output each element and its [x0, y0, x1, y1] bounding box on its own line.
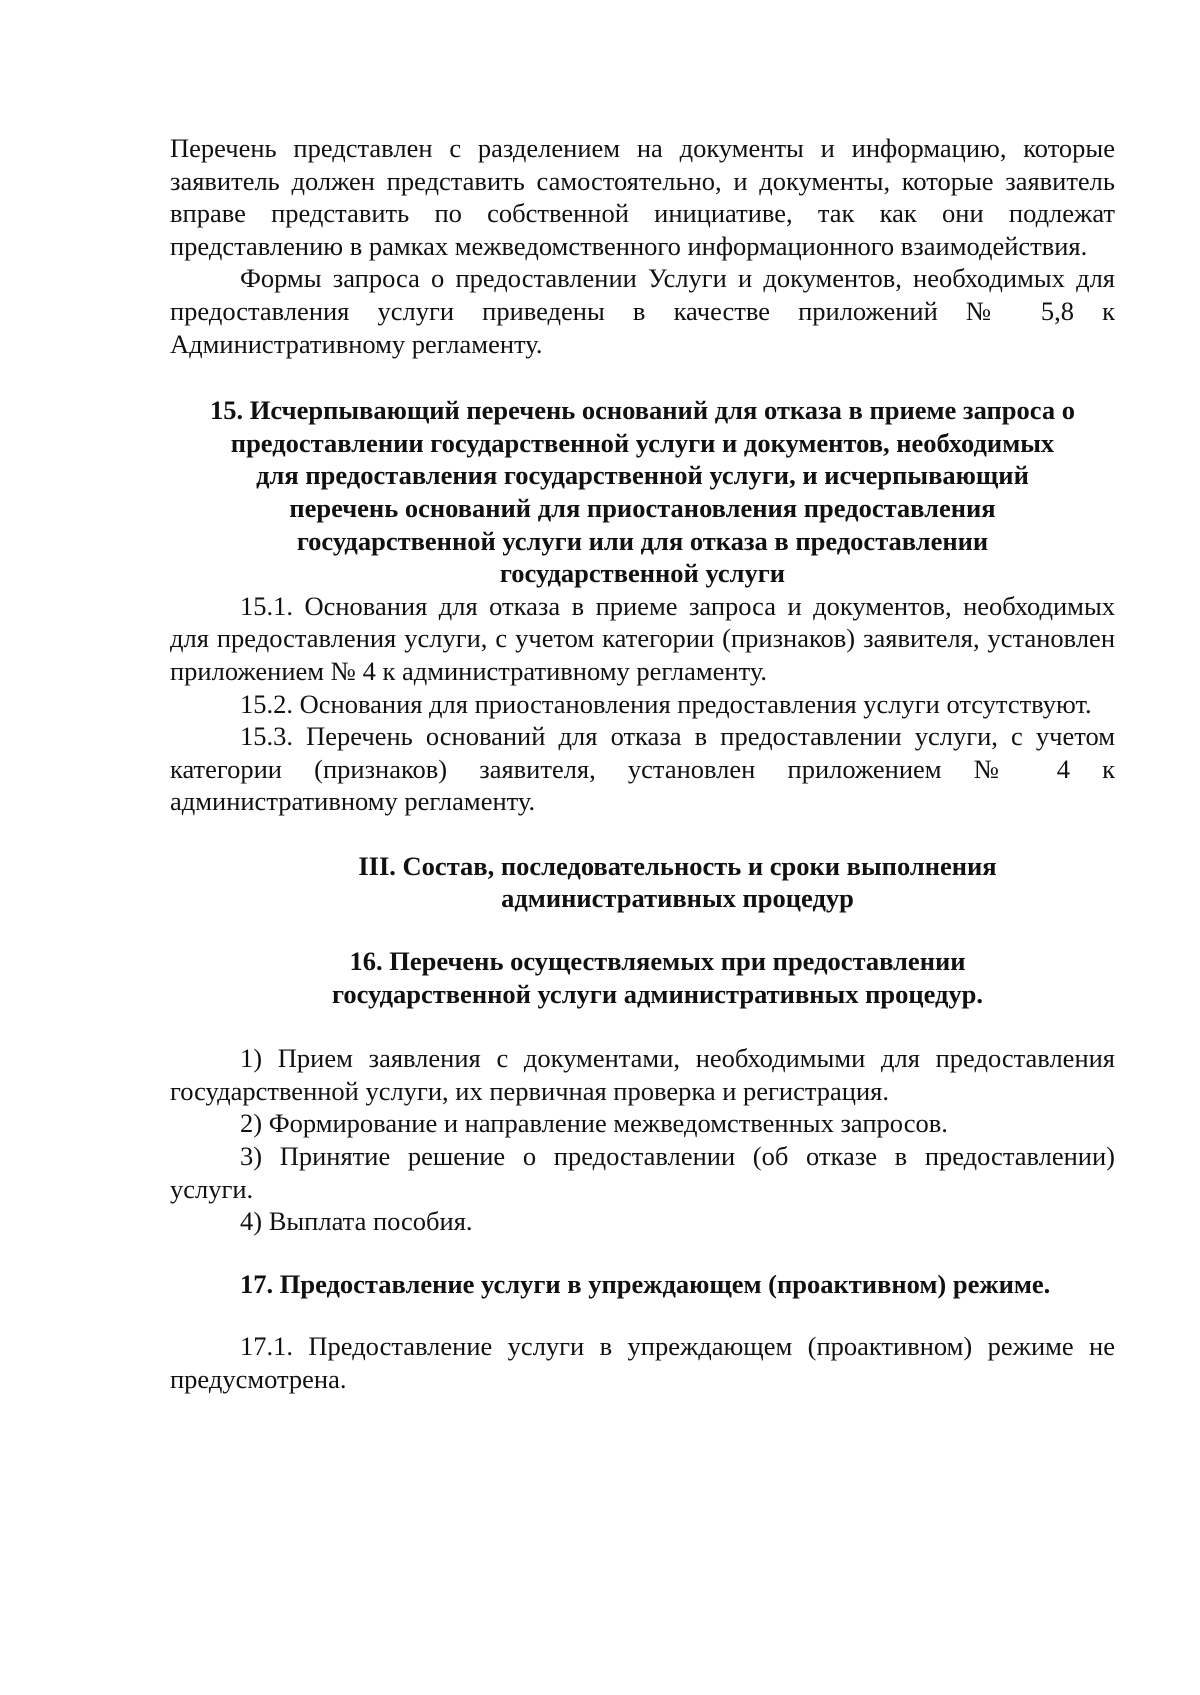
intro-paragraph-1: Перечень представлен с разделением на документы и информацию, которые заявитель должен представить самостоятельно, и документы, которые заявитель вправе представить по собственной инициативе, так как они подлежат представлению в рамках межведомственного информационного взаимодействия. [170, 133, 1115, 261]
section-16-heading: 16. Перечень осуществляемых при предоставлении государственной услуги административных процедур. [331, 946, 984, 1009]
section-17-heading: 17. Предоставление услуги в упреждающем (проактивном) режиме. [240, 1268, 1051, 1299]
section-15-1: 15.1. Основания для отказа в приеме запроса и документов, необходимых для предоставления услуги, с учетом категории (признаков) заявителя, установлен приложением № 4 к административному регламенту. [170, 590, 1115, 686]
section-15-2: 15.2. Основания для приостановления предоставления услуги отсутствуют. [240, 688, 1092, 719]
section-16-item-4: 4) Выплата пособия. [240, 1206, 473, 1237]
section-16-item-1: 1) Прием заявления с документами, необходимыми для предоставления государственной услуги, их первичная проверка и регистрация. [170, 1043, 1115, 1106]
document-page [170, 132, 1115, 1396]
intro-paragraph-2: Формы запроса о предоставлении Услуги и документов, необходимых для предоставления услуги приведены в качестве приложений № 5,8 к Административному регламенту. [170, 263, 1115, 359]
section-17-1: 17.1. Предоставление услуги в упреждающем (проактивном) режиме не предусмотрена. [170, 1331, 1115, 1394]
section-iii-heading: III. Состав, последовательность и сроки выполнения административных процедур [358, 850, 997, 914]
section-15-3: 15.3. Перечень оснований для отказа в предоставлении услуги, с учетом категории (признаков) заявителя, установлен приложением № 4 к административному регламенту. [170, 721, 1115, 817]
section-16-item-2: 2) Формирование и направление межведомственных запросов. [240, 1108, 948, 1139]
section-16-item-3: 3) Принятие решение о предоставлении (об отказе в предоставлении) услуги. [170, 1141, 1115, 1204]
section-15-heading: 15. Исчерпывающий перечень оснований для отказа в приеме запроса о предоставлении государственной услуги и документов, необходимых для предоставления государственной услуги, и исчерпывающий перечень оснований для приостановления предоставления государственной услуги или для отказа в предоставлении государственной услуги [210, 395, 1075, 589]
